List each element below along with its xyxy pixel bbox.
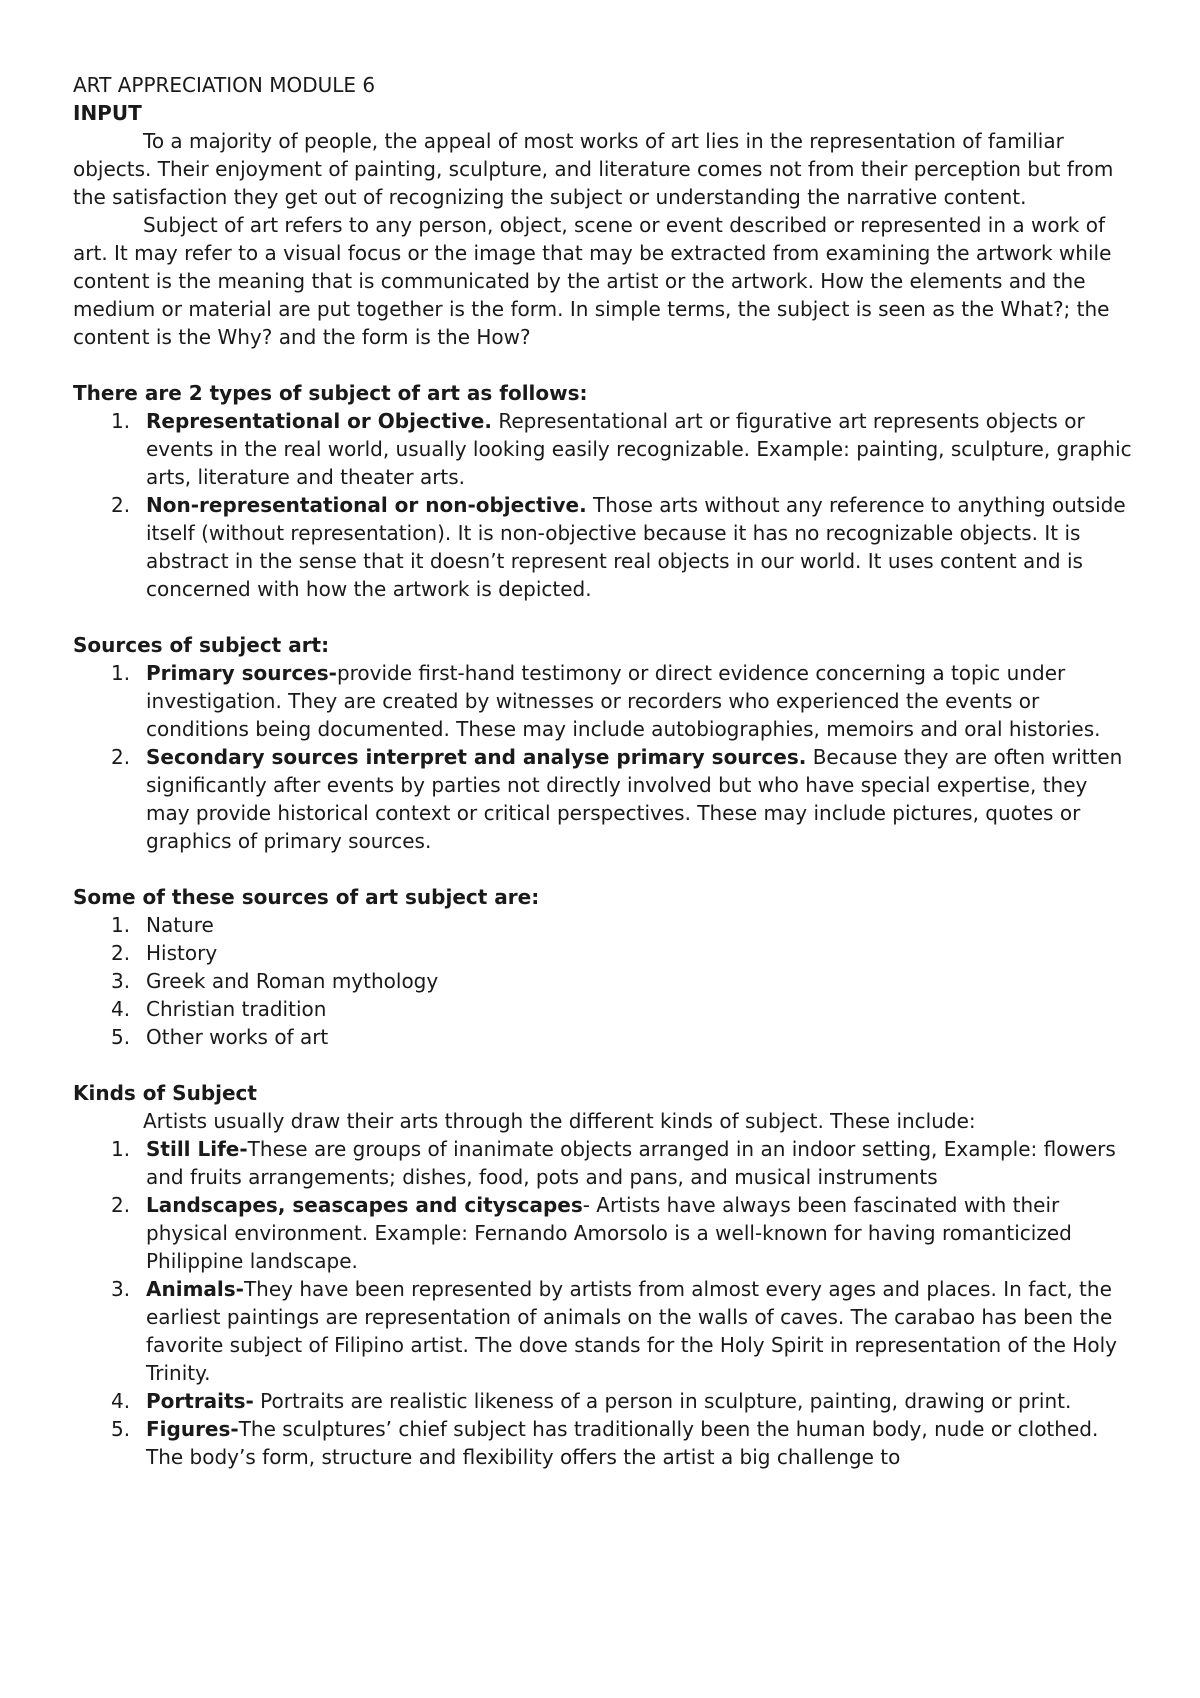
list-term: Landscapes, seascapes and cityscapes — [146, 1193, 583, 1217]
list-number: 4. — [111, 1389, 131, 1413]
list-text: They have been represented by artists from almost every ages and places. In fact, the earliest paintings are representation of animals on the walls of caves. The carabao has been the favorite subject of Filipino artist. The dove stands for the Holy Spirit in representation of the Holy Trinity. — [146, 1277, 1117, 1385]
list-item — [73, 1023, 1135, 1051]
list-text: - Artists have always been fascinated with their physical environment. Example: Fernando Amorsolo is a well-known for having romanticized Philippine landscape. — [146, 1193, 1072, 1273]
kinds-intro: Artists usually draw their arts through the different kinds of subject. These include: — [143, 1109, 976, 1133]
list-number: 2. — [111, 745, 131, 769]
list-number: 1. — [111, 409, 131, 433]
list-term: Secondary sources interpret and analyse primary sources. — [146, 745, 807, 769]
list-item — [73, 1135, 1135, 1191]
list-item — [73, 407, 1135, 491]
module-title: ART APPRECIATION MODULE 6 — [73, 73, 376, 97]
list-item — [73, 659, 1135, 743]
sources-heading: Sources of subject art: — [73, 633, 330, 657]
list-text: Nature — [146, 913, 214, 937]
list-term: Non-representational or non-objective. — [146, 493, 587, 517]
list-number: 1. — [111, 1137, 131, 1161]
document-body — [73, 71, 1135, 1471]
kinds-heading: Kinds of Subject — [73, 1081, 257, 1105]
list-number: 2. — [111, 493, 131, 517]
intro-paragraph: Subject of art refers to any person, object, scene or event described or represented in a work of art. It may refer to a visual focus or the image that may be extracted from examining the artwork while content is the meaning that is communicated by the artist or the artwork. How the elements and the medium or material are put together is the form. In simple terms, the subject is seen as the What?; the content is the Why? and the form is the How? — [73, 213, 1112, 349]
list-text: Portraits are realistic likeness of a person in sculpture, painting, drawing or print. — [253, 1389, 1072, 1413]
list-term: Animals- — [146, 1277, 244, 1301]
list-term: Portraits- — [146, 1389, 254, 1413]
list-text: The sculptures’ chief subject has traditionally been the human body, nude or clothed. The body’s form, structure and flexibility offers the artist a big challenge to — [146, 1417, 1099, 1469]
list-text: Those arts without any reference to anything outside itself (without representation). It is non-objective because it has no recognizable objects. It is abstract in the sense that it doesn’t represent real objects in our world. It uses content and is concerned with how the artwork is depicted. — [146, 493, 1126, 601]
list-text: Because they are often written significantly after events by parties not directly involved but who have special expertise, they may provide historical context or critical perspectives. These may include pictures, quotes or graphics of primary sources. — [146, 745, 1123, 853]
list-text: Representational art or figurative art represents objects or events in the real world, usually looking easily recognizable. Example: painting, sculpture, graphic arts, literature and theater arts. — [146, 409, 1132, 489]
list-number: 2. — [111, 1193, 131, 1217]
some-sources-list — [73, 911, 1135, 1051]
list-term: Figures- — [146, 1417, 239, 1441]
list-item — [73, 1275, 1135, 1387]
list-number: 5. — [111, 1417, 131, 1441]
list-number: 3. — [111, 969, 131, 993]
list-item — [73, 939, 1135, 967]
list-number: 5. — [111, 1025, 131, 1049]
list-term: Primary sources- — [146, 661, 337, 685]
list-text: History — [146, 941, 218, 965]
sources-list — [73, 659, 1135, 855]
list-term: Representational or Objective. — [146, 409, 492, 433]
list-item — [73, 491, 1135, 603]
list-item — [73, 967, 1135, 995]
list-item — [73, 1191, 1135, 1275]
list-number: 3. — [111, 1277, 131, 1301]
list-text: Christian tradition — [146, 997, 327, 1021]
some-sources-heading: Some of these sources of art subject are: — [73, 885, 540, 909]
list-text: Other works of art — [146, 1025, 329, 1049]
list-number: 4. — [111, 997, 131, 1021]
list-text: Greek and Roman mythology — [146, 969, 439, 993]
list-item — [73, 995, 1135, 1023]
list-number: 2. — [111, 941, 131, 965]
list-item — [73, 743, 1135, 855]
list-term: Still Life- — [146, 1137, 248, 1161]
list-item — [73, 1387, 1135, 1415]
types-list — [73, 407, 1135, 603]
intro-paragraph: To a majority of people, the appeal of most works of art lies in the representation of familiar objects. Their enjoyment of painting, sculpture, and literature comes not from their perception but from the satisfaction they get out of recognizing the subject or understanding the narrative content. — [73, 129, 1114, 209]
list-number: 1. — [111, 913, 131, 937]
list-item — [73, 1415, 1135, 1471]
section-heading-input: INPUT — [73, 101, 142, 125]
list-item — [73, 911, 1135, 939]
list-text: These are groups of inanimate objects arranged in an indoor setting, Example: flowers and fruits arrangements; dishes, food, pots and pans, and musical instruments — [146, 1137, 1116, 1189]
list-number: 1. — [111, 661, 131, 685]
types-heading: There are 2 types of subject of art as follows: — [73, 381, 588, 405]
kinds-list — [73, 1135, 1135, 1471]
list-text: provide first-hand testimony or direct evidence concerning a topic under investigation. They are created by witnesses or recorders who experienced the events or conditions being documented. These may include autobiographies, memoirs and oral histories. — [146, 661, 1101, 741]
